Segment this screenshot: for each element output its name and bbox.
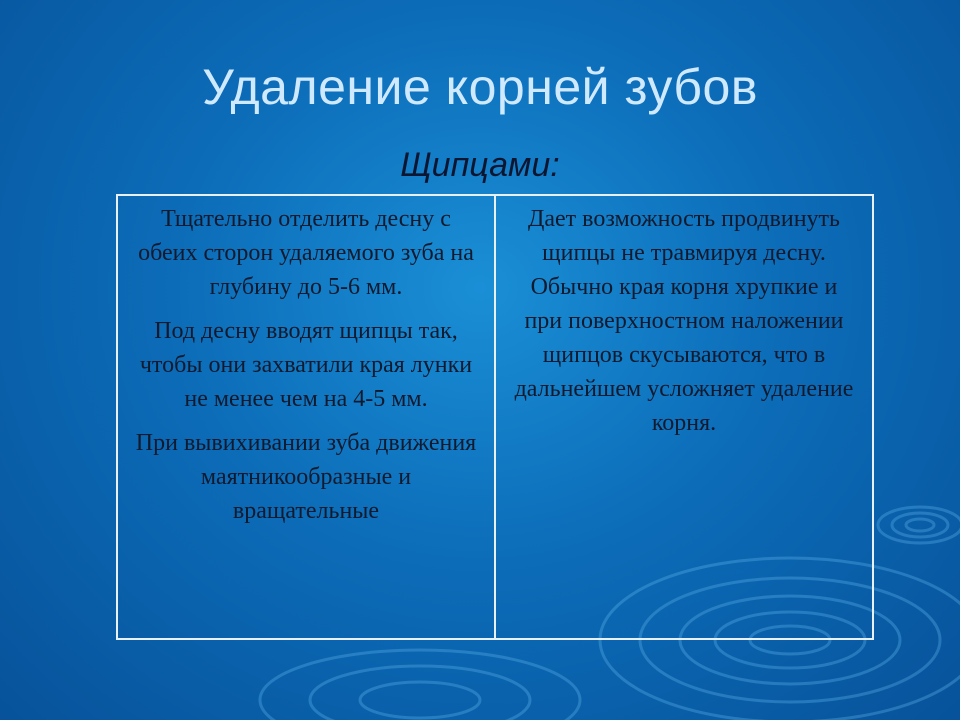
table-paragraph: Тщательно отделить десну с обеих сторон удаляемого зуба на глубину до 5-6 мм.: [138, 206, 474, 300]
table-paragraph: Под десну вводят щипцы так, чтобы они захватили края лунки не менее чем на 4-5 мм.: [139, 318, 473, 412]
table-paragraph: Дает возможность продвинуть щипцы не травмируя десну. Обычно края корня хрупкие и при поверхностном наложении щипцов скусываются, что в дальнейшем усложняет удаление корня.: [514, 206, 854, 436]
table-cell-right: [496, 196, 872, 638]
table-paragraph: При вывихивании зуба движения маятникообразные и вращательные: [135, 430, 477, 524]
table-cell-left: [118, 196, 496, 638]
slide-title: Удаление корней зубов: [202, 59, 758, 115]
content-table: [116, 194, 874, 640]
slide-subtitle: Щипцами:: [400, 146, 560, 184]
